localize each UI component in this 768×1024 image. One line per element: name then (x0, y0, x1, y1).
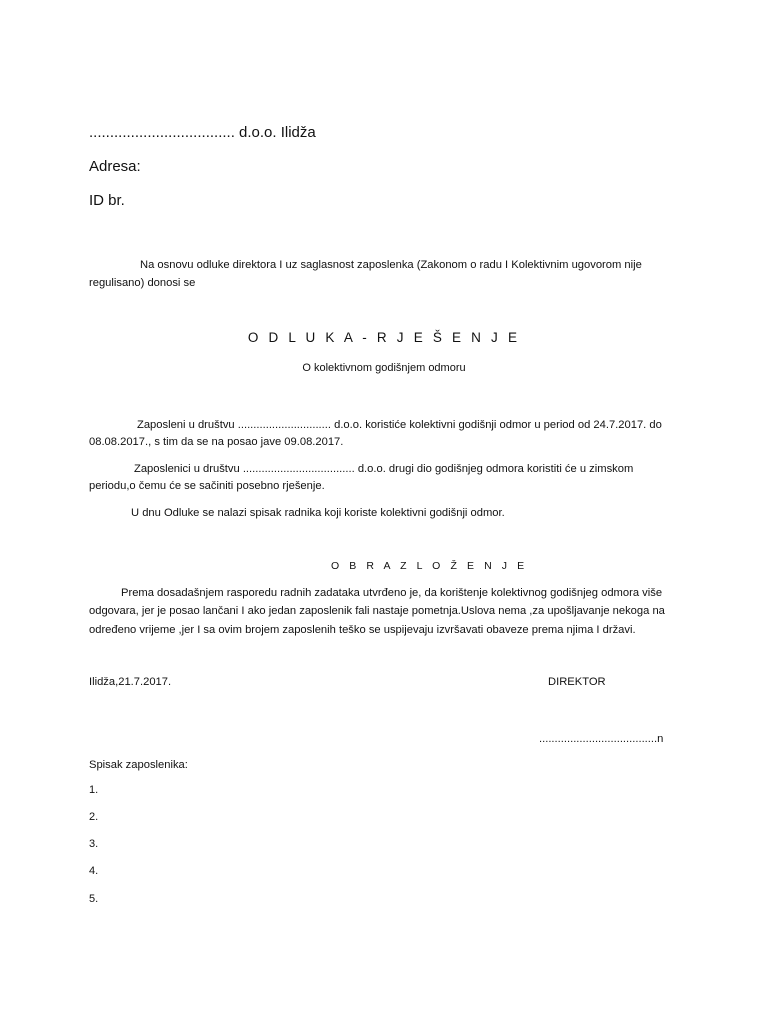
paragraph-1-line-1: Zaposleni u društvu .............................. d.o.o. koristiće kolektivni godišnji odmor u period od 24.7.2017. do (137, 419, 662, 431)
reasoning-title: O B R A Z L O Ž E N J E (331, 560, 528, 572)
place-date: Ilidža,21.7.2017. (89, 676, 172, 688)
intro-line-2: regulisano) donosi se (89, 277, 196, 289)
list-item: 1. (89, 784, 99, 796)
paragraph-3: U dnu Odluke se nalazi spisak radnika koji koriste kolektivni godišnji odmor. (131, 507, 505, 519)
decision-title: O D L U K A - R J E Š E N J E (247, 330, 521, 345)
paragraph-1-line-2: 08.08.2017., s tim da se na posao jave 09.08.2017. (89, 436, 344, 448)
reasoning-line-2: odgovara, jer je posao lančani I ako jedan zaposlenik fali nastaje pometnja.Uslova nema ,za upošljavanje nekoga na (89, 605, 665, 617)
reasoning-line-1: Prema dosadašnjem rasporedu radnih zadataka utvrđeno je, da korištenje kolektivnog godišnjeg odmora više (121, 587, 663, 599)
list-item: 3. (89, 838, 99, 850)
list-item: 2. (89, 811, 99, 823)
id-label: ID br. (89, 192, 125, 209)
paragraph-2-line-1: Zaposlenici u društvu .................................... d.o.o. drugi dio godišnjeg odmora koristiti će u zimskom (134, 463, 634, 475)
director-label: DIREKTOR (548, 676, 606, 688)
intro-line-1: Na osnovu odluke direktora I uz saglasnost zaposlenka (Zakonom o radu I Kolektivnim ugovorom nije (140, 259, 642, 271)
employees-label: Spisak zaposlenika: (89, 759, 188, 771)
company-line: ................................... d.o.o. Ilidža (89, 124, 316, 141)
reasoning-line-3: određeno vrijeme ,jer I sa ovim brojem zaposlenih teško se uspijevaju izvršavati obaveze prema njima I državi. (89, 624, 636, 636)
address-label: Adresa: (89, 158, 141, 175)
list-item: 4. (89, 865, 99, 877)
list-item: 5. (89, 893, 99, 905)
decision-subtitle: O kolektivnom godišnjem odmoru (302, 362, 466, 374)
paragraph-2-line-2: periodu,o čemu će se sačiniti posebno rješenje. (89, 480, 325, 492)
signature-line: ......................................n (539, 733, 664, 745)
